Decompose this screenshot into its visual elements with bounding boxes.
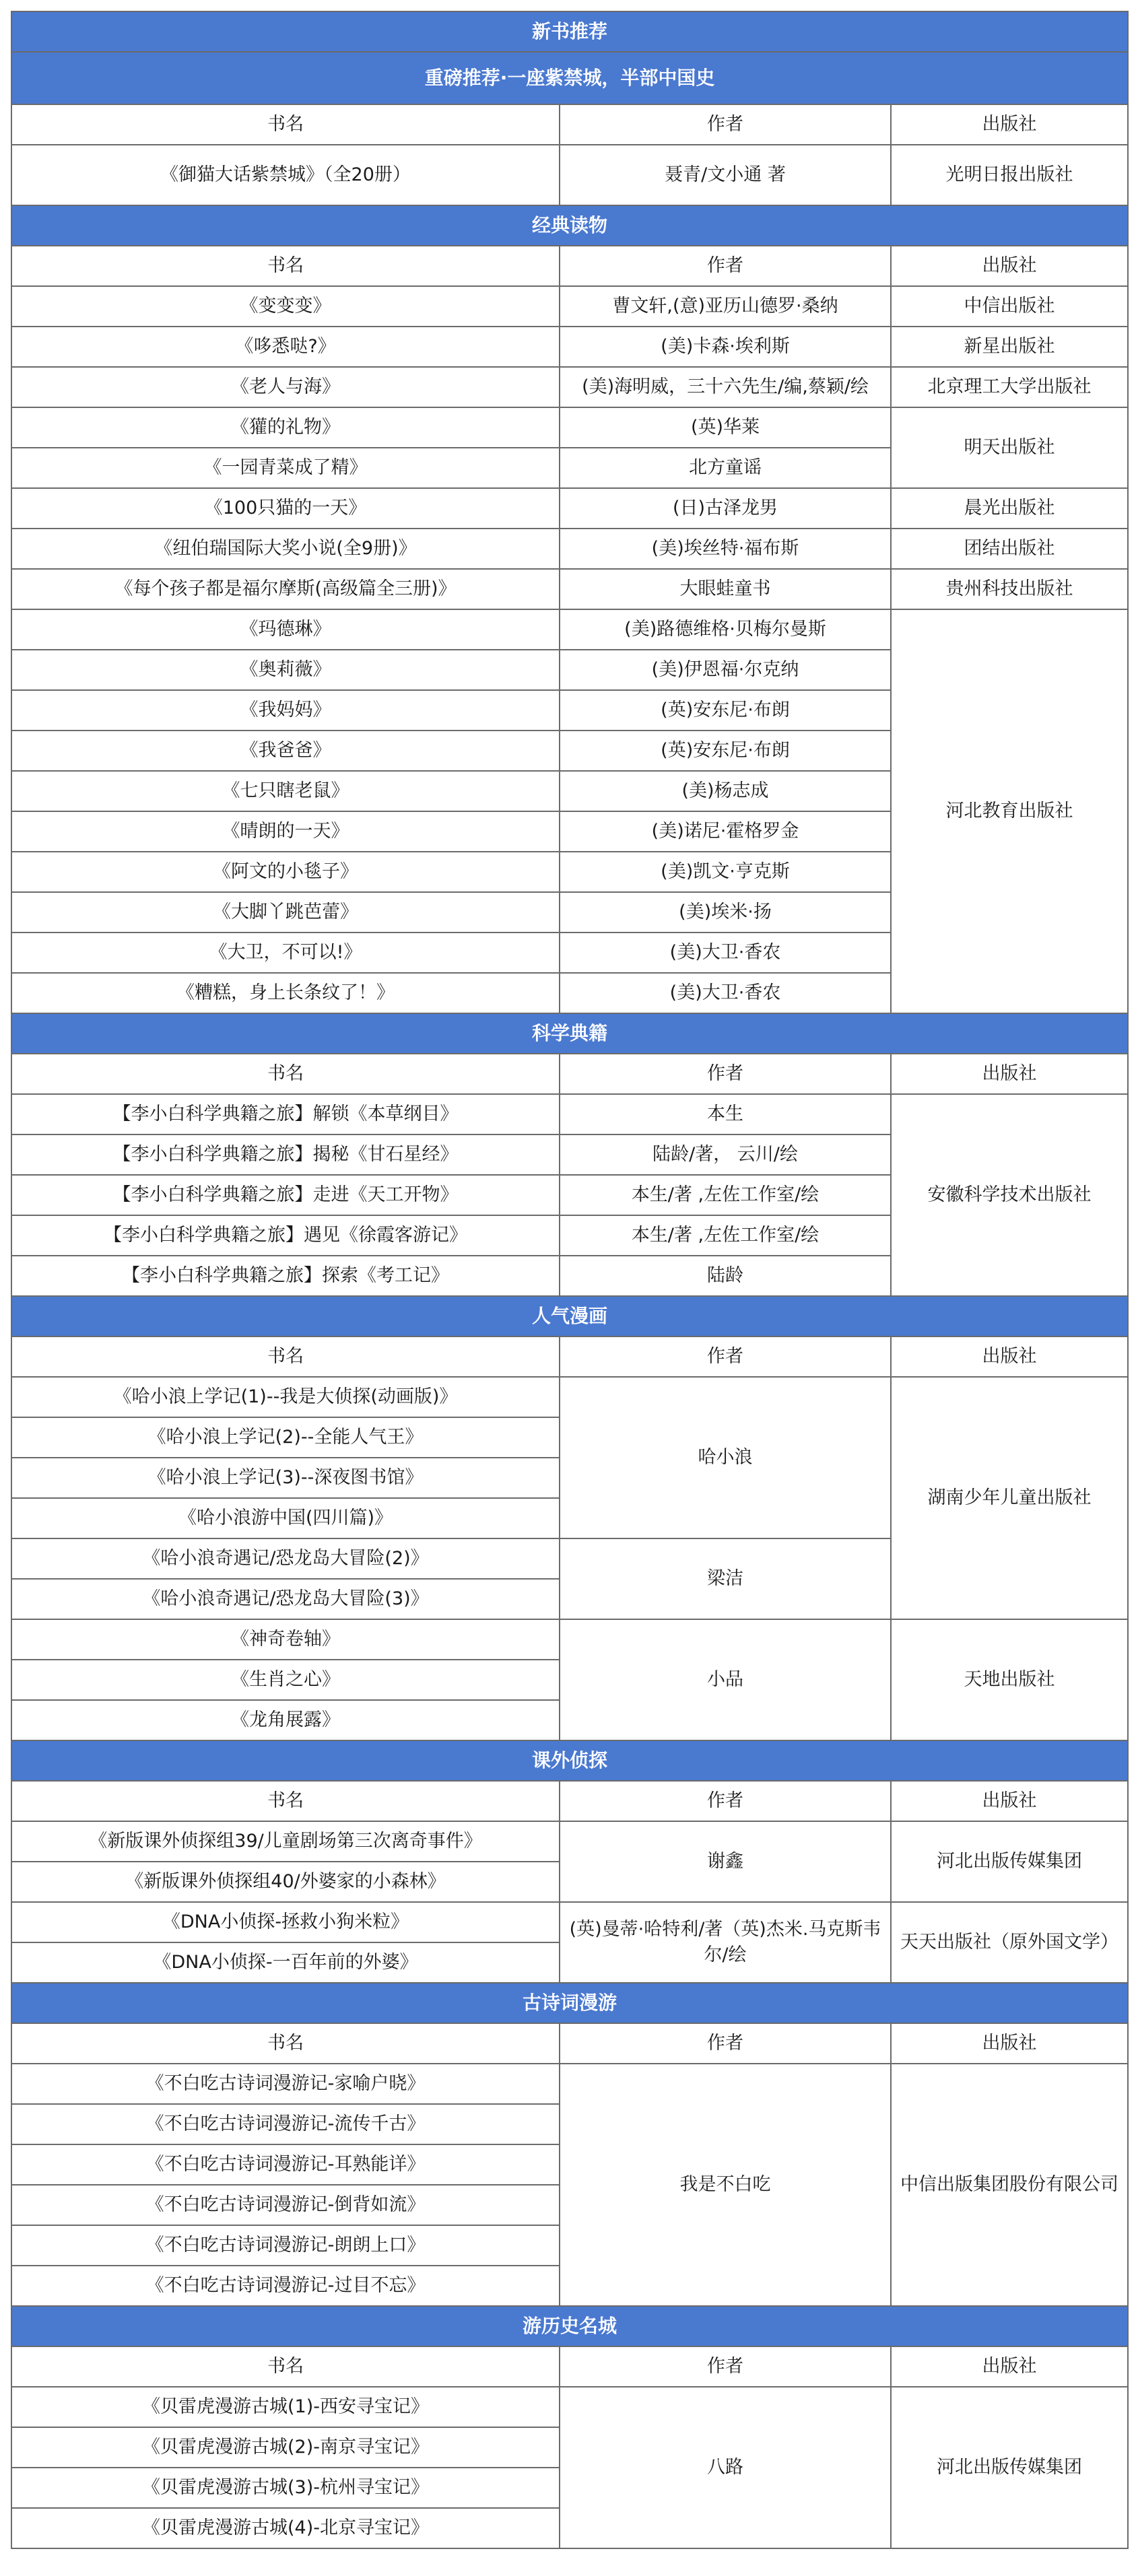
section-title-row [11, 1013, 1128, 1054]
book-header: 书名 [11, 104, 560, 145]
publisher: 河北出版传媒集团 [891, 1821, 1128, 1902]
book-title: 《贝雷虎漫游古城(1)-西安寻宝记》 [11, 2387, 560, 2427]
book-title: 《DNA小侦探-拯救小狗米粒》 [11, 1902, 560, 1942]
author-header: 作者 [560, 1054, 891, 1094]
author: 谢鑫 [560, 1821, 891, 1902]
author: (美)诺尼·霍格罗金 [560, 811, 891, 852]
author: 我是不白吃 [560, 2064, 891, 2306]
author-header: 作者 [560, 1336, 891, 1377]
book-title: 《我妈妈》 [11, 690, 560, 731]
book-title: 《哈小浪奇遇记/恐龙岛大冒险(2)》 [11, 1538, 560, 1579]
book-title: 《神奇卷轴》 [11, 1619, 560, 1660]
publisher: 晨光出版社 [891, 488, 1128, 529]
column-header-row [11, 1336, 1128, 1377]
title-row [11, 11, 1128, 52]
author: (美)海明威，三十六先生/编,蔡颖/绘 [560, 367, 891, 407]
author: 北方童谣 [560, 448, 891, 488]
table-row [11, 609, 1128, 650]
author: 本生/著 ,左佐工作室/绘 [560, 1175, 891, 1215]
book-title: 《糟糕，身上长条纹了！》 [11, 973, 560, 1013]
book-title: 【李小白科学典籍之旅】走进《天工开物》 [11, 1175, 560, 1215]
author: (英)安东尼·布朗 [560, 690, 891, 731]
author: 曹文轩,(意)亚历山德罗·桑纳 [560, 286, 891, 327]
publisher-header: 出版社 [891, 2346, 1128, 2387]
book-title: 【李小白科学典籍之旅】揭秘《甘石星经》 [11, 1134, 560, 1175]
book-header: 书名 [11, 1781, 560, 1821]
section-title-row [11, 1983, 1128, 2023]
book-title: 《新版课外侦探组39/儿童剧场第三次离奇事件》 [11, 1821, 560, 1862]
book-title: 《贝雷虎漫游古城(3)-杭州寻宝记》 [11, 2468, 560, 2508]
author: (美)凯文·亨克斯 [560, 852, 891, 892]
publisher: 新星出版社 [891, 327, 1128, 367]
book-title: 《不白吃古诗词漫游记-家喻户晓》 [11, 2064, 560, 2104]
section-title: 人气漫画 [11, 1296, 1128, 1336]
table-row [11, 2064, 1128, 2104]
section-title-row [11, 1740, 1128, 1781]
author: (美)大卫·香农 [560, 933, 891, 973]
author-header: 作者 [560, 246, 891, 286]
author-header: 作者 [560, 1781, 891, 1821]
column-header-row [11, 2346, 1128, 2387]
book-title: 《哈小浪上学记(1)--我是大侦探(动画版)》 [11, 1377, 560, 1417]
author: 大眼蛙童书 [560, 569, 891, 609]
book-title: 《不白吃古诗词漫游记-流传千古》 [11, 2104, 560, 2144]
publisher: 湖南少年儿童出版社 [891, 1377, 1128, 1619]
publisher: 安徽科学技术出版社 [891, 1094, 1128, 1296]
book-title: 【李小白科学典籍之旅】探索《考工记》 [11, 1256, 560, 1296]
author: 本生/著 ,左佐工作室/绘 [560, 1215, 891, 1256]
author: (日)古泽龙男 [560, 488, 891, 529]
book-title: 《玛德琳》 [11, 609, 560, 650]
book-title: 《贝雷虎漫游古城(4)-北京寻宝记》 [11, 2508, 560, 2548]
section-title: 课外侦探 [11, 1740, 1128, 1781]
book-title: 《不白吃古诗词漫游记-倒背如流》 [11, 2185, 560, 2225]
author: 陆龄/著， 云川/绘 [560, 1134, 891, 1175]
book-title: 【李小白科学典籍之旅】解锁《本草纲目》 [11, 1094, 560, 1134]
book-title: 《不白吃古诗词漫游记-耳熟能详》 [11, 2144, 560, 2185]
author: (美)埃丝特·福布斯 [560, 529, 891, 569]
publisher: 天天出版社（原外国文学） [891, 1902, 1128, 1983]
author: (美)杨志成 [560, 771, 891, 811]
section-title: 古诗词漫游 [11, 1983, 1128, 2023]
book-title: 《我爸爸》 [11, 731, 560, 771]
author: (英)华莱 [560, 407, 891, 448]
book-title: 《哆悉哒?》 [11, 327, 560, 367]
table-row [11, 1094, 1128, 1134]
table-row [11, 569, 1128, 609]
publisher-header: 出版社 [891, 1054, 1128, 1094]
section-title-row [11, 205, 1128, 246]
author-header: 作者 [560, 2023, 891, 2064]
book-title: 《老人与海》 [11, 367, 560, 407]
author: 陆龄 [560, 1256, 891, 1296]
book-title: 《生肖之心》 [11, 1660, 560, 1700]
table-row [11, 286, 1128, 327]
book-title: 《大卫，不可以!》 [11, 933, 560, 973]
table-row [11, 2387, 1128, 2427]
book-title: 《奥莉薇》 [11, 650, 560, 690]
author: (美)埃米·扬 [560, 892, 891, 933]
book-title: 《变变变》 [11, 286, 560, 327]
table-row [11, 367, 1128, 407]
book-title: 《不白吃古诗词漫游记-朗朗上口》 [11, 2225, 560, 2266]
author-header: 作者 [560, 104, 891, 145]
book-title: 《晴朗的一天》 [11, 811, 560, 852]
book-title: 《纽伯瑞国际大奖小说(全9册)》 [11, 529, 560, 569]
book-title: 《大脚丫跳芭蕾》 [11, 892, 560, 933]
table-row [11, 1902, 1128, 1942]
author: 小品 [560, 1619, 891, 1740]
book-title: 《哈小浪上学记(2)--全能人气王》 [11, 1417, 560, 1458]
table-row [11, 145, 1128, 205]
author: 本生 [560, 1094, 891, 1134]
publisher: 光明日报出版社 [891, 145, 1128, 205]
book-table [11, 11, 1129, 2549]
book-header: 书名 [11, 1336, 560, 1377]
section-title: 经典读物 [11, 205, 1128, 246]
column-header-row [11, 246, 1128, 286]
table-row [11, 1619, 1128, 1660]
column-header-row [11, 1781, 1128, 1821]
table-row [11, 529, 1128, 569]
publisher: 明天出版社 [891, 407, 1128, 488]
author: 八路 [560, 2387, 891, 2548]
publisher-header: 出版社 [891, 1336, 1128, 1377]
author: (美)伊恩福·尔克纳 [560, 650, 891, 690]
publisher-header: 出版社 [891, 1781, 1128, 1821]
table-row [11, 1821, 1128, 1862]
table-row [11, 1377, 1128, 1417]
publisher: 天地出版社 [891, 1619, 1128, 1740]
author: (英)曼蒂·哈特利/著（英)杰米.马克斯韦尔/绘 [560, 1902, 891, 1983]
author-header: 作者 [560, 2346, 891, 2387]
section-title-row [11, 2306, 1128, 2346]
section-title: 重磅推荐·一座紫禁城，半部中国史 [11, 52, 1128, 104]
table-row [11, 488, 1128, 529]
publisher: 河北出版传媒集团 [891, 2387, 1128, 2548]
book-header: 书名 [11, 1054, 560, 1094]
table-row [11, 407, 1128, 448]
book-header: 书名 [11, 2023, 560, 2064]
book-title: 《龙角展露》 [11, 1700, 560, 1740]
publisher: 中信出版集团股份有限公司 [891, 2064, 1128, 2306]
book-title: 【李小白科学典籍之旅】遇见《徐霞客游记》 [11, 1215, 560, 1256]
author: 梁洁 [560, 1538, 891, 1619]
author: 哈小浪 [560, 1377, 891, 1538]
page-title: 新书推荐 [11, 11, 1128, 52]
author: (英)安东尼·布朗 [560, 731, 891, 771]
recommendation-sheet [11, 11, 1127, 2549]
book-title: 《阿文的小毯子》 [11, 852, 560, 892]
book-title: 《100只猫的一天》 [11, 488, 560, 529]
book-title: 《一园青菜成了精》 [11, 448, 560, 488]
column-header-row [11, 1054, 1128, 1094]
book-title: 《贝雷虎漫游古城(2)-南京寻宝记》 [11, 2427, 560, 2468]
publisher: 贵州科技出版社 [891, 569, 1128, 609]
publisher: 团结出版社 [891, 529, 1128, 569]
section-title-row [11, 1296, 1128, 1336]
author: 聂青/文小通 著 [560, 145, 891, 205]
section-title: 游历史名城 [11, 2306, 1128, 2346]
book-header: 书名 [11, 246, 560, 286]
publisher: 北京理工大学出版社 [891, 367, 1128, 407]
table-row [11, 327, 1128, 367]
publisher-header: 出版社 [891, 2023, 1128, 2064]
author: (美)大卫·香农 [560, 973, 891, 1013]
book-title: 《哈小浪游中国(四川篇)》 [11, 1498, 560, 1538]
column-header-row [11, 104, 1128, 145]
book-title: 《御猫大话紫禁城》（全20册） [11, 145, 560, 205]
book-header: 书名 [11, 2346, 560, 2387]
column-header-row [11, 2023, 1128, 2064]
publisher: 河北教育出版社 [891, 609, 1128, 1013]
publisher-header: 出版社 [891, 104, 1128, 145]
book-title: 《七只瞎老鼠》 [11, 771, 560, 811]
book-title: 《新版课外侦探组40/外婆家的小森林》 [11, 1862, 560, 1902]
author: (美)卡森·埃利斯 [560, 327, 891, 367]
author: (美)路德维格·贝梅尔曼斯 [560, 609, 891, 650]
book-title: 《DNA小侦探-一百年前的外婆》 [11, 1942, 560, 1983]
book-title: 《每个孩子都是福尔摩斯(高级篇全三册)》 [11, 569, 560, 609]
section-title: 科学典籍 [11, 1013, 1128, 1054]
book-title: 《不白吃古诗词漫游记-过目不忘》 [11, 2266, 560, 2306]
publisher: 中信出版社 [891, 286, 1128, 327]
book-title: 《哈小浪上学记(3)--深夜图书馆》 [11, 1458, 560, 1498]
book-title: 《哈小浪奇遇记/恐龙岛大冒险(3)》 [11, 1579, 560, 1619]
publisher-header: 出版社 [891, 246, 1128, 286]
section-title-row [11, 52, 1128, 104]
book-title: 《獾的礼物》 [11, 407, 560, 448]
